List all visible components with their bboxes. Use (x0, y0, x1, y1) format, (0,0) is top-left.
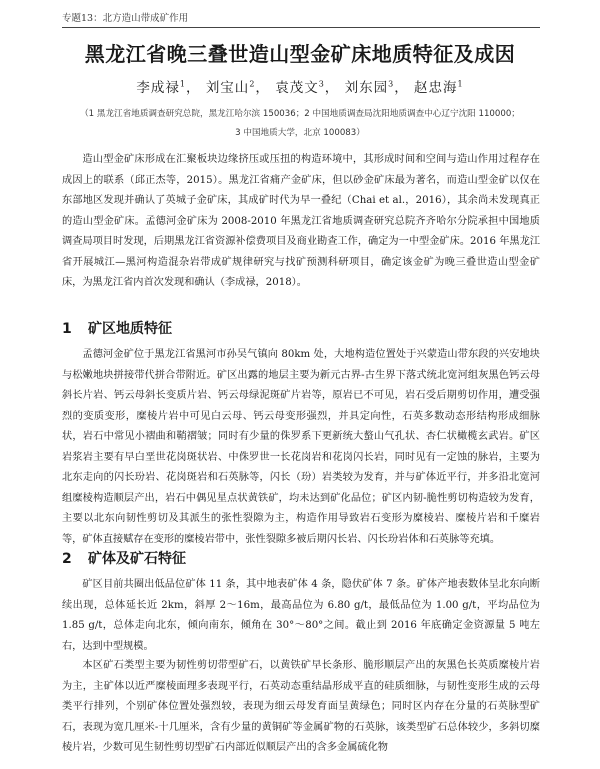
affiliation-line: （1 黑龙江省地质调查研究总院，黑龙江哈尔滨 150036；2 中国地质调查局沈阳地质调查中心辽宁沈阳 110000； (80, 109, 520, 119)
author: 刘宝山$^2$， (205, 79, 270, 96)
body-paragraph: 本区矿石类型主要为韧性剪切带型矿石，以黄铁矿早长条形、脆形顺层产出的灰黑色长英质糜棱片岩为主，主矿体以近严糜棱面理多表现平行，石英动态重结晶形成平直的硅质细脉，与韧性变形生成的云母类平行排列，个别矿体位置处强烈较，表现为细云母发育面呈黄绿色；同时区内存在分量的石英脉型矿石，表现为宽几厘米-十几厘米，含有少量的黄铜矿等金属矿物的石英脉，该类型矿石总体较少，多斜切糜棱片岩，少数可见生韧性剪切型矿石内部近似顺层产出的含多金属硫化物 (62, 660, 540, 753)
intro-paragraph: 造山型金矿床形成在汇聚板块边缘挤压或压扭的构造环境中，其形成时间和空间与造山作用过程存在成因上的联系（邱正杰等，2015）。黑龙江省痛产金矿床，但以砂金矿床最为著名，而造山型金矿以仅在东部地区发现并确认了英城子金矿床，其成矿时代为早一叠纪（Chai et al.，2016），其余尚未发现真正的造山型金矿床。孟德河金矿床为 2008-2010 年黑龙江省地质调查研究总院齐齐哈尔分院承担中国地质调查局项目时发现，后期黑龙江省资源补偿费项目及商业勘查工作，确定为一中型金矿床。2016 年黑龙江省开展城江—黑河构造混杂岩带成矿规律研究与找矿预测科研项目，确定该金矿为晚三叠世造山型金矿床，为黑龙江省内首次发现和确认（李成禄，2018）。 (62, 154, 540, 288)
author-list (0, 76, 600, 96)
author: 李成禄$^1$， (136, 79, 201, 96)
author: 袁茂文$^3$， (275, 79, 340, 96)
section-heading: 2 矿体及矿石特征 (62, 551, 186, 567)
body-paragraph: 孟德河金矿位于黑龙江省黑河市孙吴气镇向 80km 处，大地构造位置处于兴蒙造山带东段的兴安地块与松嫩地块拼接带代拼合带附近。矿区出露的地层主要为新元古界-古生界下落式统北宽河组灰黑色钙云母斜长片岩、钙云母斜长变质片岩、钙云母绿泥斑矿片岩等，原岩已不可见，岩石受后期剪切作用，遭受强烈的变质变形，糜棱片岩中可见白云母、钙云母变形强烈，并具定向性，石英多数动态形结构形成细脉状，岩石中常见小褶曲和鞘褶皱；同时有少量的侏罗系下更新统大螯山气孔状、杏仁状橄榄玄武岩。矿区岩浆岩主要有早白垩世花岗斑状岩、中侏罗世一长花岗岩和花岗闪长岩，同时见有一定蚀的脉岩，主要为北东走向的闪长玢岩、花岗斑岩和石英脉等，闪长（玢）岩类较为发育，并与矿体近平行，并多沿北宽河组糜棱构造顺层产出，岩石中偶见星点状黄铁矿，均未达到矿化品位；矿区内韧-脆性剪切构造较为发育，主要以北东向韧性剪切及其派生的张性裂隙为主，构造作用导致岩石变形为糜棱岩、糜棱片岩和千糜岩等，矿体直接赋存在变形的糜棱岩带中，张性裂隙多被后期闪长岩、闪长玢岩体和石英脉等充填。 (62, 349, 540, 545)
author: 刘东园$^3$， (344, 79, 409, 96)
affiliation-line: 3 中国地质大学，北京 100083） (235, 128, 365, 138)
body-paragraph: 矿区目前共圈出低品位矿体 11 条，其中地表矿体 4 条，隐伏矿体 7 条。矿体产地表数体呈北东向断续出现，总体延长近 2km，斜厚 2～16m，最高品位为 6.80 g/t，最低品位为 1.00 g/t，平均品位为 1.85 g/t，总体走向北东，倾向南东，倾角在 30°～80°之间。截止到 2016 年底确定金资源量 5 吨左右，达到中型规模。 (62, 579, 540, 652)
section-heading: 1 矿区地质特征 (62, 321, 172, 337)
author: 赵忠海$^1$ (413, 79, 464, 96)
header-rule (62, 27, 540, 28)
paper-title: 黑龙江省晚三叠世造山型金矿床地质特征及成因 (84, 42, 516, 66)
running-header: 专题13：北方造山带成矿作用 (62, 13, 189, 24)
